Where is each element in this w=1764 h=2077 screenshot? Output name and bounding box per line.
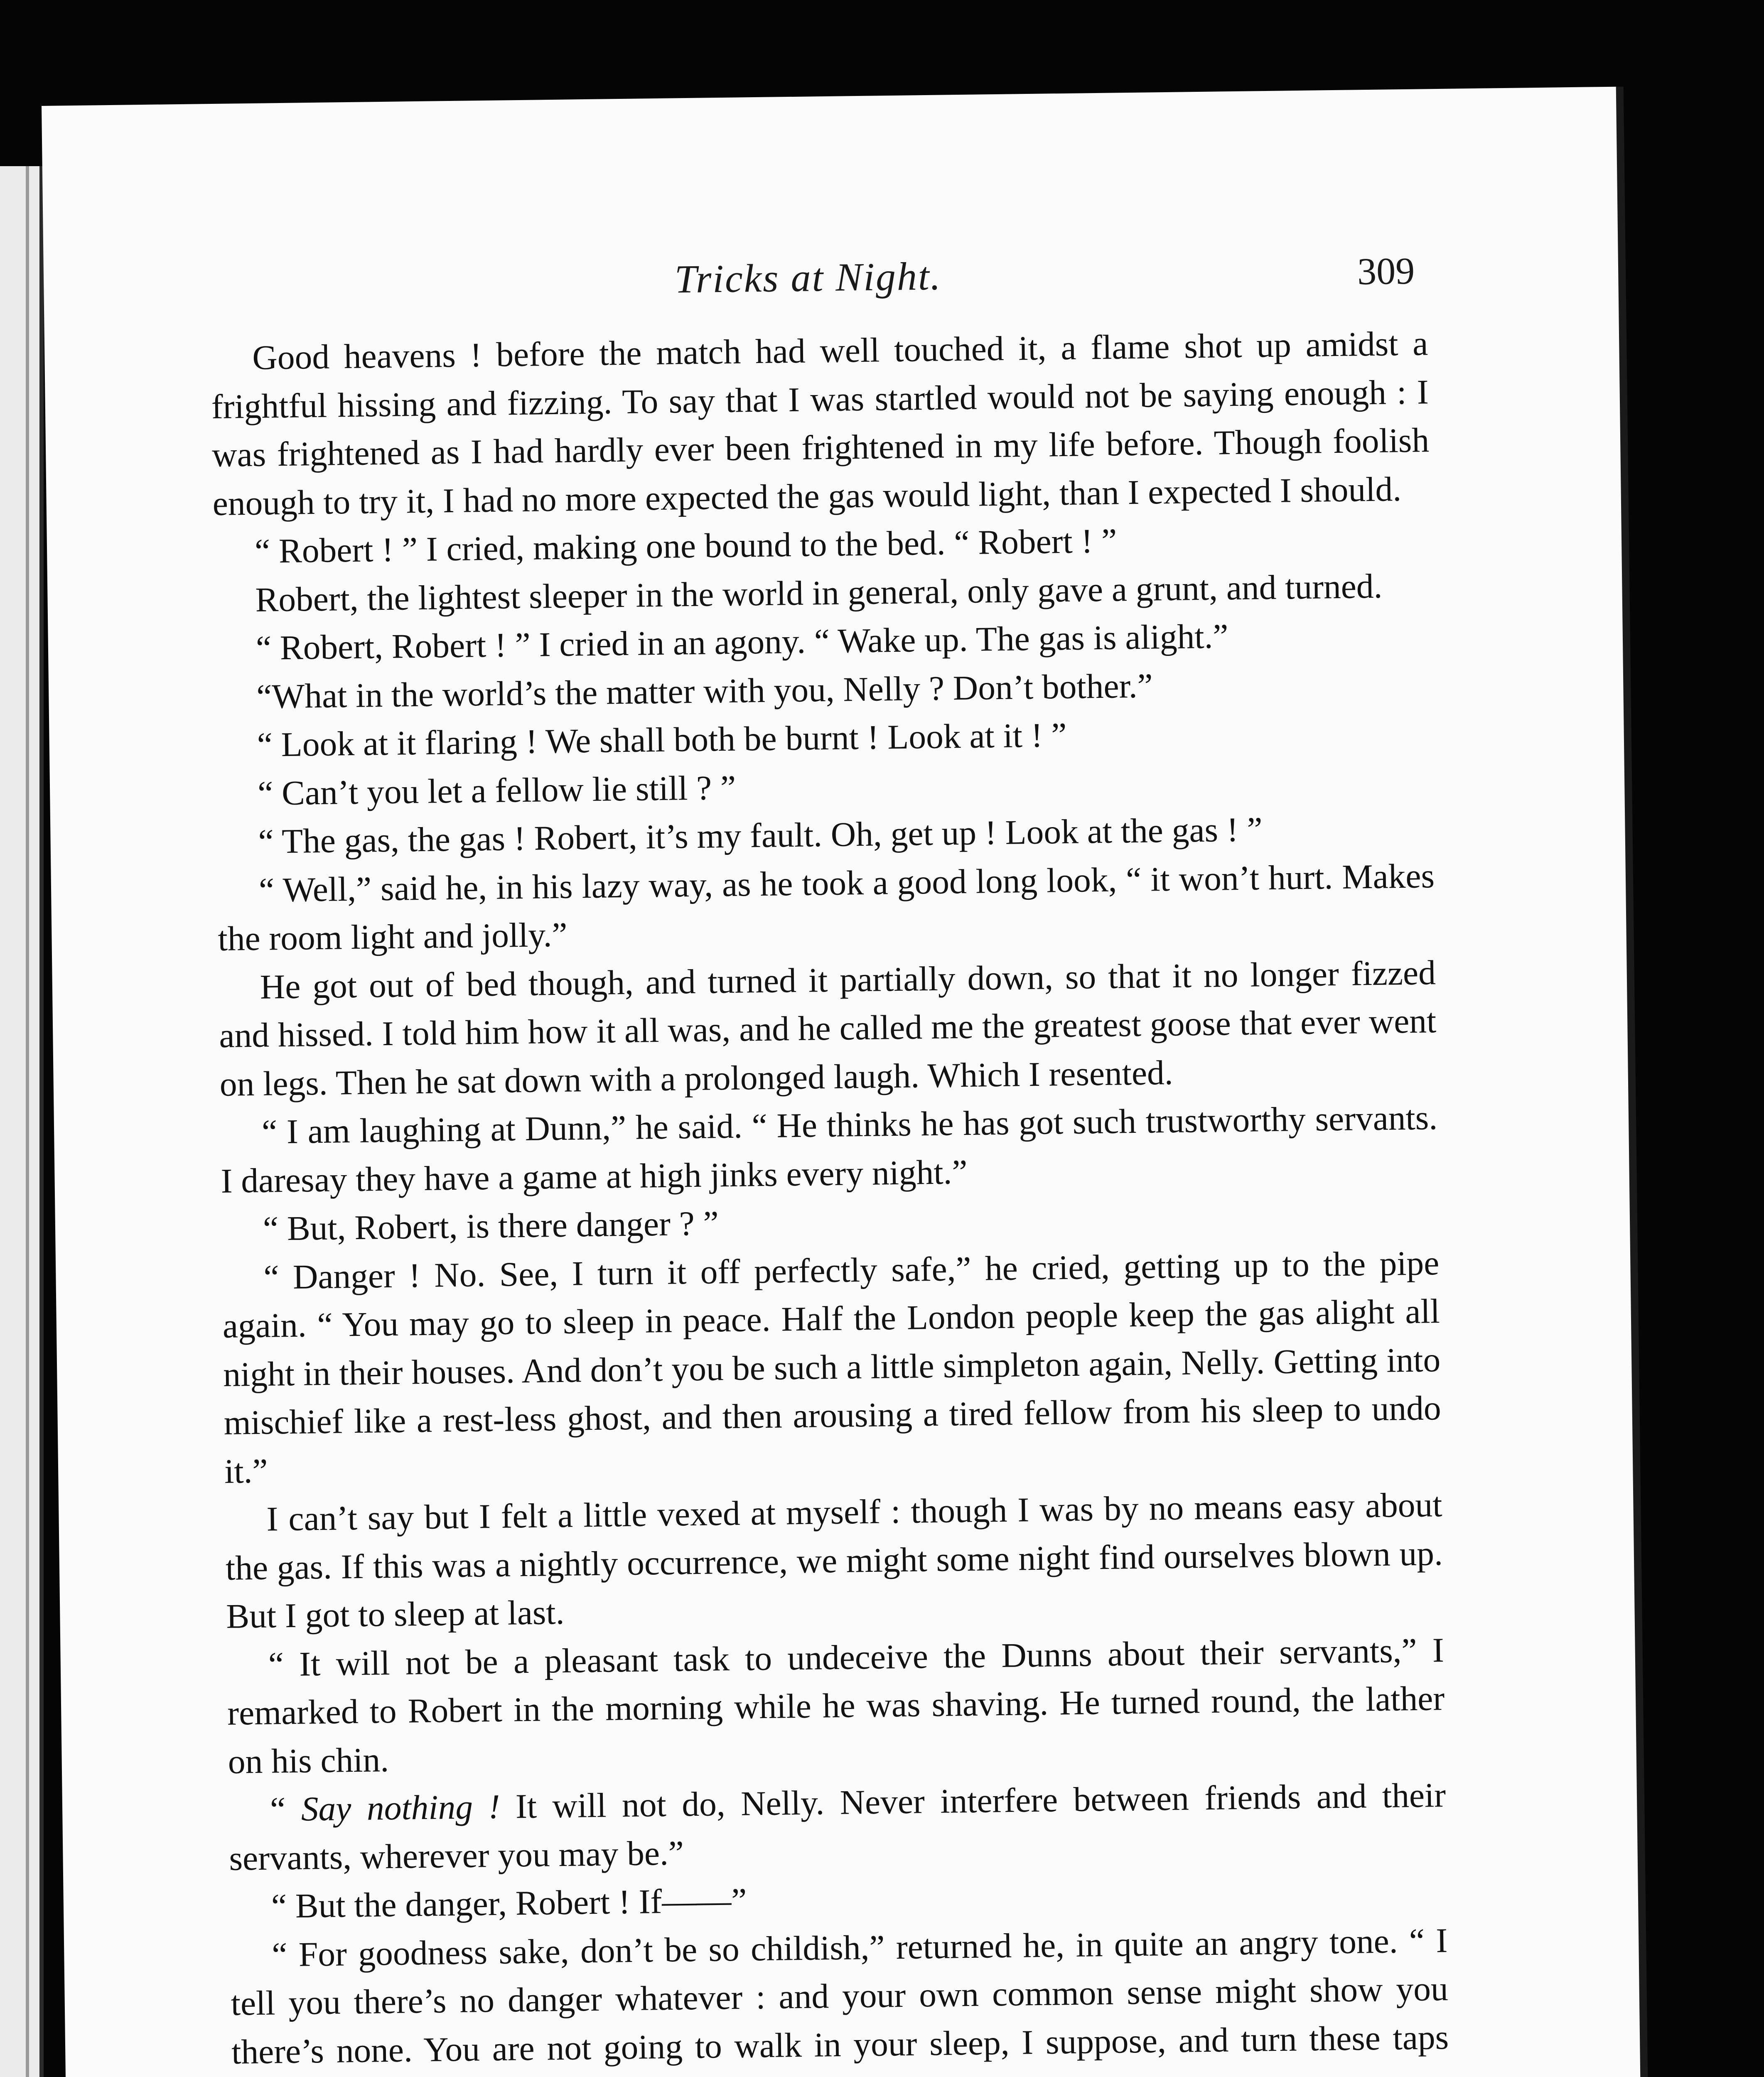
running-head <box>201 247 1415 312</box>
paragraph-rest: It will not do, Nelly. Never interfere between friends and their servants, wherever you may be.” <box>229 1776 1446 1878</box>
paragraph: “ But the danger, Robert ! If——” <box>271 1881 747 1926</box>
adjacent-page-edge <box>0 166 44 2077</box>
paragraph: I can’t say but I felt a little vexed at myself : though I was by no means easy about the gas. If this was a nightly occurrence, we might some night find ourselves blown up. But I got to sleep at last. <box>225 1486 1443 1636</box>
paragraph: “ I am laughing at Dunn,” he said. “ He thinks he has got such trustworthy servants. I daresay they have a game at high jinks every night.” <box>221 1099 1438 1201</box>
italic-phrase: Say nothing ! <box>301 1787 500 1829</box>
paragraph: “ Robert, Robert ! ” I cried in an agony. “ Wake up. The gas is alight.” <box>256 617 1228 668</box>
paragraph: “ The gas, the gas ! Robert, it’s my fault. Oh, get up ! Look at the gas ! ” <box>258 810 1263 861</box>
paragraph <box>228 1771 1447 1883</box>
paragraph: “ Robert ! ” I cried, making one bound to the bed. “ Robert ! ” <box>254 522 1117 571</box>
page-number: 309 <box>1357 249 1415 293</box>
paragraph: “ Well,” said he, in his lazy way, as he took a good long look, “ it won’t hurt. Makes the room light and jolly.” <box>217 857 1435 958</box>
quote-mark: “ <box>270 1790 302 1829</box>
paragraph: “ It will not be a pleasant task to undeceive the Dunns about their servants,” I remarked to Robert in the morning while he was shaving. He turned round, the lather on his chin. <box>227 1631 1445 1781</box>
paragraph: “ For goodness sake, don’t be so childish,” returned he, in quite an angry tone. “ I tell you there’s no danger whatever : and your own common sense might show you there’s none. You are not going to walk in your sleep, I suppose, and turn these taps <box>231 1921 1449 2072</box>
body-text <box>211 319 1451 2077</box>
running-head-title: Tricks at Night. <box>674 253 942 302</box>
paragraph: He got out of bed though, and turned it partially down, so that it no longer fizzed and hissed. I told him how it all was, and he called me the greatest goose that ever went on legs. Then he sat down with a prolonged laugh. Which I resented. <box>219 953 1437 1104</box>
paragraph: “ Danger ! No. See, I turn it off perfectly safe,” he cried, getting up to the pipe again. “ You may go to sleep in peace. Half the London people keep the gas alight all night in their houses. And don’t you be such a little simpleton again, Nelly. Getting into mischief like a rest-less ghost, and then arousing a tired fellow from his sleep to undo it.” <box>222 1244 1442 1491</box>
paragraph: “What in the world’s the matter with you, Nelly ? Don’t bother.” <box>256 666 1153 716</box>
paragraph: “ Can’t you let a fellow lie still ? ” <box>257 768 736 813</box>
paragraph: Robert, the lightest sleeper in the world in general, only gave a grunt, and turned. <box>255 567 1383 619</box>
paragraph: “ But, Robert, is there danger ? ” <box>263 1204 719 1248</box>
paragraph: “ Look at it flaring ! We shall both be burnt ! Look at it ! ” <box>257 716 1067 764</box>
book-page <box>42 87 1648 2077</box>
paragraph: Good heavens ! before the match had well touched it, a flame shot up amidst a frightful hissing and fizzing. To say that I was startled would not be saying enough : I was frightened as I had hardly ever been frightened in my life before. Though foolish enough to try it, I had no more expected the gas would light, than I expected I should. <box>211 324 1430 523</box>
